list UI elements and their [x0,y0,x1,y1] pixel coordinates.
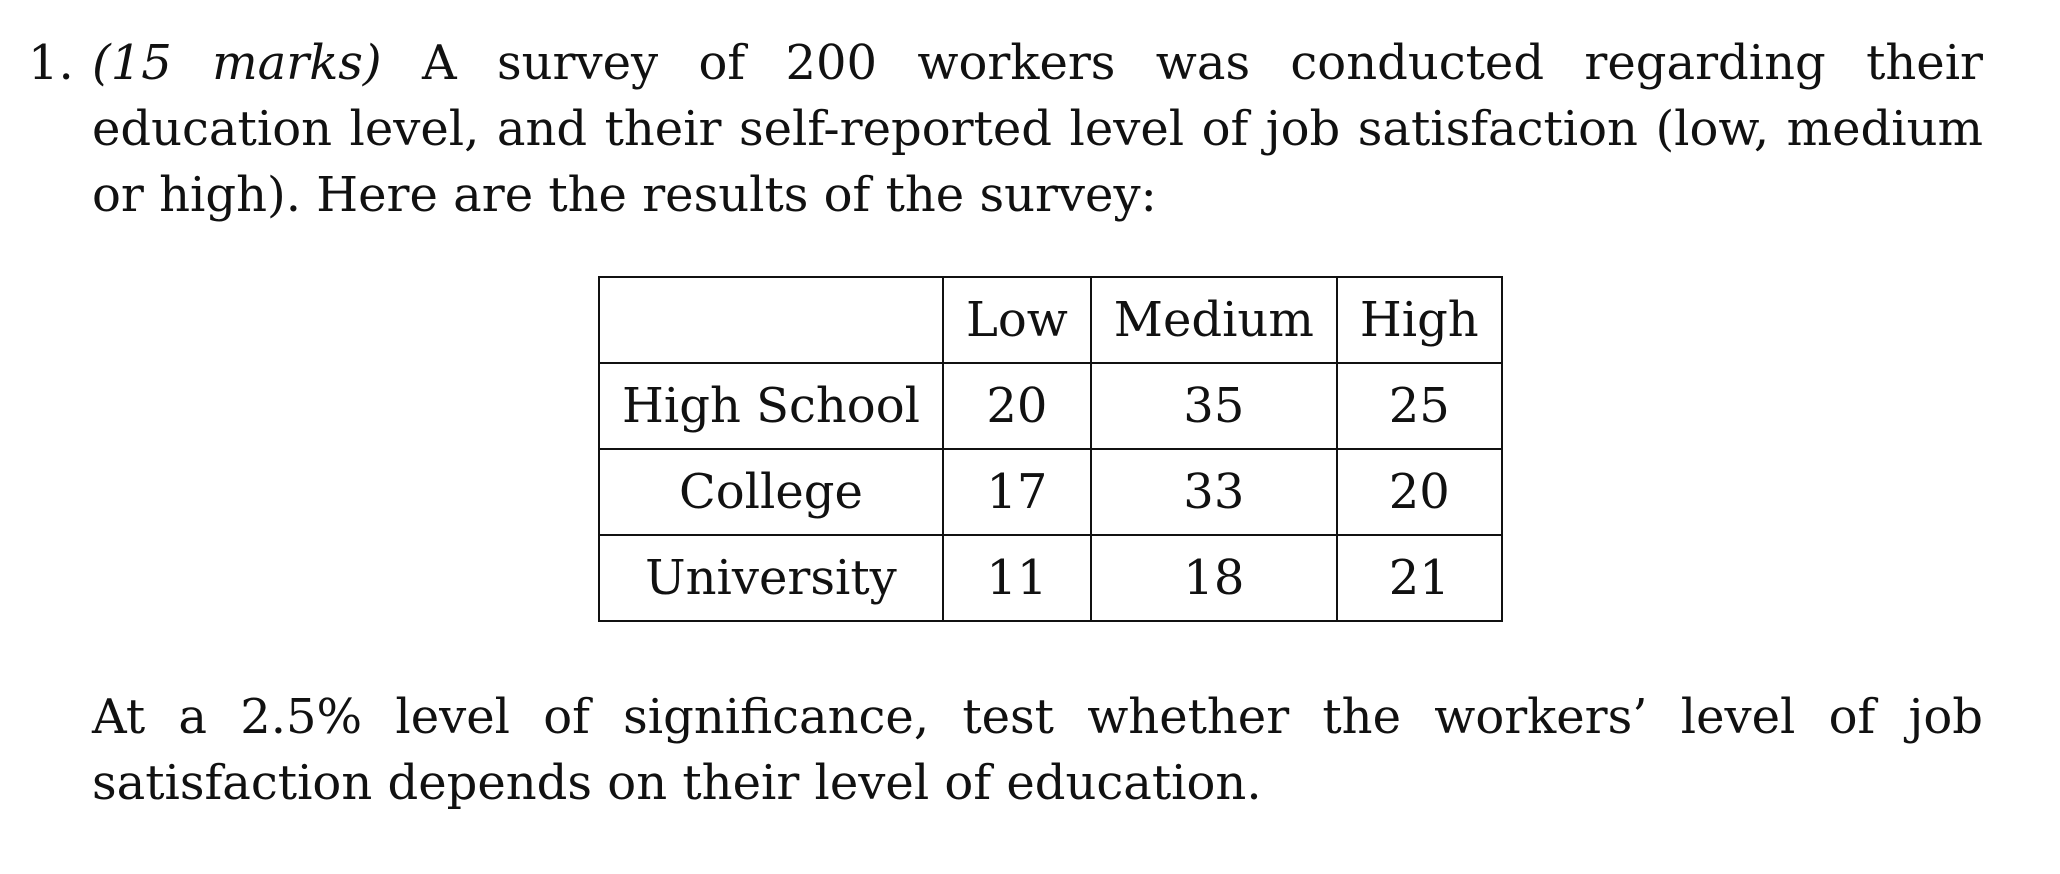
problem-intro-paragraph [92,30,1983,228]
row-label-high-school: High School [599,363,943,449]
column-header-high: High [1337,277,1502,363]
table-cell: 20 [943,363,1091,449]
table-row [599,535,1502,621]
table-corner-cell [599,277,943,363]
survey-results-table [598,276,1503,622]
table-cell: 25 [1337,363,1502,449]
row-label-college: College [599,449,943,535]
problem-statement [28,30,1983,228]
row-label-university: University [599,535,943,621]
table-cell: 33 [1091,449,1337,535]
table-cell: 11 [943,535,1091,621]
problem-question-text: At a 2.5% level of significance, test whether the workers’ level of job satisfaction depends on their level of education. [92,689,1983,811]
table-row [599,363,1502,449]
table-cell: 17 [943,449,1091,535]
table-row [599,449,1502,535]
table-cell: 21 [1337,535,1502,621]
table-header-row [599,277,1502,363]
problem-number: 1. [28,35,74,91]
table-cell: 18 [1091,535,1337,621]
survey-table-container [598,276,1503,622]
column-header-medium: Medium [1091,277,1337,363]
column-header-low: Low [943,277,1091,363]
table-cell: 35 [1091,363,1337,449]
table-cell: 20 [1337,449,1502,535]
problem-intro-text: A survey of 200 workers was conducted regarding their education level, and their self-reported level of job satisfaction (low, medium or high). Here are the results of the survey: [92,35,1983,223]
problem-marks: (15 marks) [92,35,382,91]
